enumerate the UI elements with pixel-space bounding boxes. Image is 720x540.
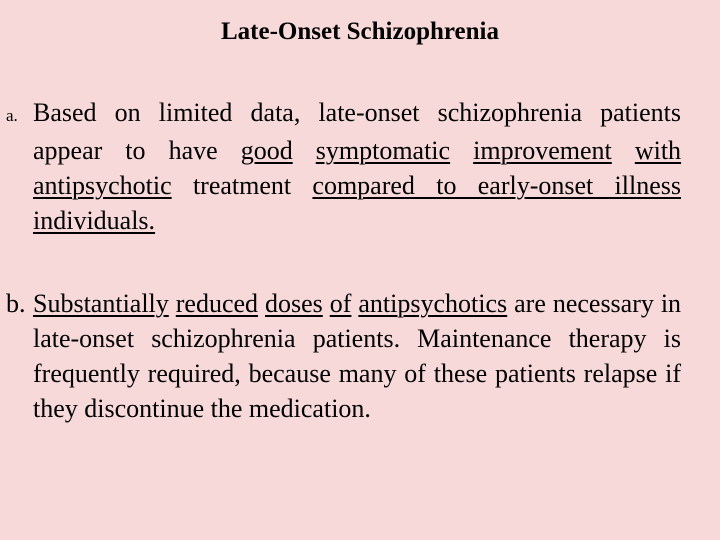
point-a-underlined-antipsychotic: antipsychotic: [33, 171, 172, 200]
point-a-underlined-with: with: [634, 136, 682, 165]
point-a-underlined-improvement: improvement: [473, 136, 612, 165]
point-b-underlined-antipsychotics: antipsychotics: [358, 289, 508, 318]
point-a-marker: a.: [6, 106, 18, 125]
point-b-underlined-substantially: Substantially: [33, 289, 169, 318]
point-a: [6, 95, 682, 238]
point-a-text-1: Based on limited data, late-onset schizophrenia patients appear to have: [33, 98, 681, 165]
point-a-underlined-symptomatic: symptomatic: [315, 136, 451, 165]
point-b-underlined-doses: doses: [265, 289, 323, 318]
point-a-underlined-good: good: [240, 136, 293, 165]
point-b-text-1: are necessary in late-onset schizophrenia patients. Maintenance therapy is frequently required, because many of these patients relapse if they discontinue the medication.: [33, 289, 682, 423]
point-a-underlined-comparison: compared to early-onset illness individuals.: [33, 171, 681, 235]
point-b: [6, 286, 682, 426]
point-b-marker: b.: [6, 289, 26, 318]
point-a-text-2: treatment: [192, 171, 292, 200]
point-b-underlined-reduced: reduced: [175, 289, 259, 318]
slide-title: Late-Onset Schizophrenia: [220, 18, 499, 45]
point-b-underlined-of: of: [329, 289, 352, 318]
